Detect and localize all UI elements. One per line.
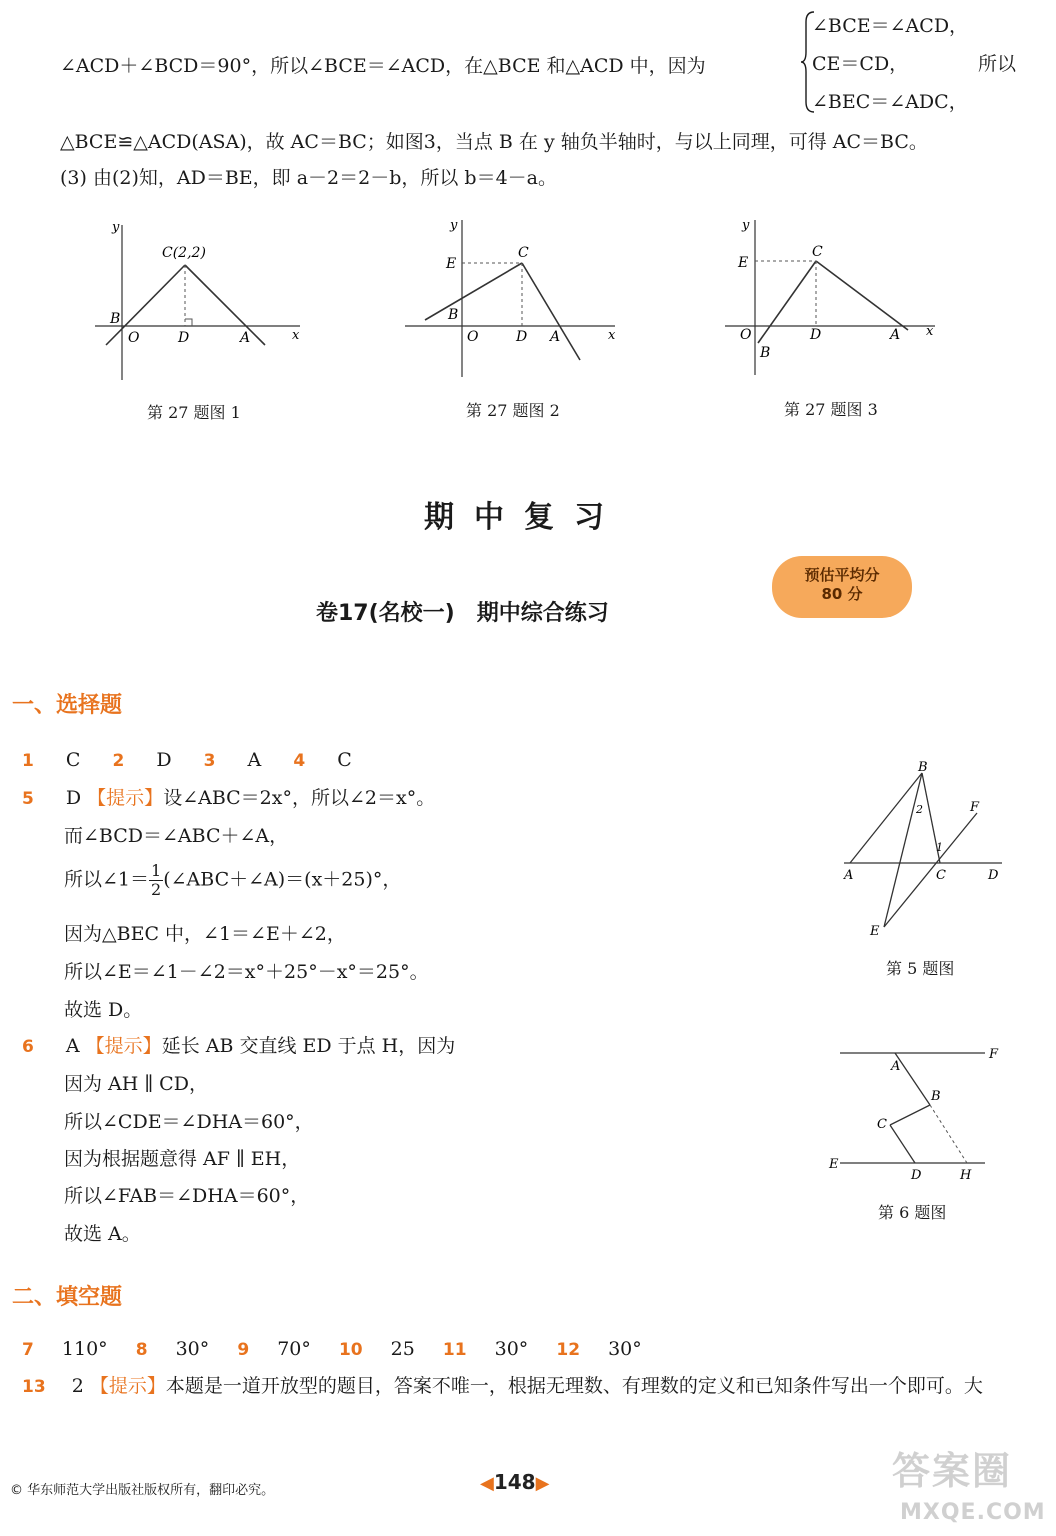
fig2-o-label: O	[467, 329, 479, 345]
fig2-x-label: x	[608, 328, 616, 343]
fig1-y-label: y	[112, 220, 120, 235]
fig3-x-label: x	[926, 324, 934, 339]
left-arrow-icon: ◀	[480, 1473, 494, 1494]
q2-ans: D	[156, 749, 172, 771]
q2-num: 2	[112, 751, 125, 771]
q4-ans: C	[337, 749, 352, 771]
page-number: 148	[493, 1470, 536, 1494]
fig2-caption: 第 27 题图 2	[466, 401, 560, 420]
fig1-x-label: x	[292, 328, 300, 343]
q5-l3-post: (∠ABC＋∠A)＝(x＋25)°，	[163, 868, 402, 891]
fig3-b-label: B	[760, 345, 771, 361]
q5-ans: D	[65, 787, 82, 809]
q5-line-2: 而∠BCD＝∠ABC＋∠A，	[64, 825, 289, 847]
fig6-a-label: A	[891, 1059, 901, 1074]
top-line-3: (3) 由(2)知，AD＝BE，即 a－2＝2－b，所以 b＝4－a。	[60, 167, 557, 189]
fig2-c-label: C	[518, 245, 529, 261]
badge-line-2: 80 分	[821, 585, 863, 603]
figure-27-1	[90, 215, 320, 390]
fig5-c-label: C	[936, 868, 946, 883]
review-title: 期中复习	[424, 500, 624, 535]
q5-line-3	[64, 862, 401, 899]
q13-ans: 2	[71, 1375, 84, 1397]
copyright: © 华东师范大学出版社版权所有，翻印必究。	[10, 1483, 275, 1498]
fig5-angle2-label: 2	[916, 803, 923, 816]
q12-num: 12	[556, 1340, 581, 1360]
q6-hint: 【提示】	[85, 1035, 162, 1057]
fig3-d-label: D	[810, 327, 822, 343]
fig3-caption: 第 27 题图 3	[784, 400, 878, 419]
fig3-e-label: E	[738, 255, 749, 271]
figure-27-2	[400, 215, 630, 390]
q6-text-1: 延长 AB 交直线 ED 于点 H，因为	[161, 1035, 456, 1057]
fig5-d-label: D	[988, 868, 999, 883]
fig1-b-label: B	[110, 311, 121, 327]
q8-num: 8	[135, 1340, 148, 1360]
q3-num: 3	[203, 751, 216, 771]
q6-line-6: 故选 A。	[64, 1223, 141, 1245]
q13-text: 本题是一道开放型的题目，答案不唯一，根据无理数、有理数的定义和已知条件写出一个即可。大	[165, 1375, 983, 1397]
q7-num: 7	[22, 1340, 34, 1360]
answers-row	[22, 748, 352, 773]
top-line-1: ∠ACD＋∠BCD＝90°，所以∠BCE＝∠ACD，在△BCE 和△ACD 中，因为	[60, 55, 706, 77]
q5-line-5: 所以∠E＝∠1－∠2＝x°＋25°－x°＝25°。	[64, 961, 429, 983]
q1-ans: C	[65, 749, 81, 771]
right-arrow-icon: ▶	[535, 1473, 550, 1494]
page-number-block	[480, 1470, 549, 1494]
q10-num: 10	[338, 1340, 363, 1360]
q5-l3-pre: 所以∠1＝	[64, 868, 150, 891]
q5-num: 5	[22, 789, 34, 809]
q3-ans: A	[247, 749, 262, 771]
q6-num: 6	[22, 1037, 34, 1057]
fig6-h-label: H	[960, 1168, 972, 1183]
q5-line-1	[22, 786, 435, 811]
watermark-logo: 答案圈	[892, 1449, 1013, 1493]
fig2-d-label: D	[516, 329, 528, 345]
q10-ans: 25	[390, 1338, 415, 1360]
section-2-title: 二、填空题	[12, 1285, 123, 1310]
fraction-denominator: 2	[151, 880, 162, 899]
q6-ans: A	[65, 1035, 80, 1057]
system-line-2: CE＝CD，	[812, 53, 909, 75]
fig3-y-label: y	[742, 218, 750, 233]
fig6-f-label: F	[989, 1047, 999, 1062]
fig3-o-label: O	[740, 327, 752, 343]
fraction-numerator: 1	[151, 861, 162, 880]
q13-line	[22, 1374, 983, 1399]
fig5-f-label: F	[970, 800, 980, 815]
fig5-a-label: A	[844, 868, 854, 883]
q7-ans: 110°	[61, 1338, 108, 1360]
fig6-e-label: E	[829, 1157, 839, 1172]
fig2-a-label: A	[550, 329, 561, 345]
q6-line-2: 因为 AH ∥ CD，	[64, 1073, 208, 1095]
q6-line-1	[22, 1034, 455, 1059]
top-line-1-tail: 所以	[978, 53, 1017, 75]
average-score-badge	[772, 556, 912, 618]
badge-line-1: 预估平均分	[804, 566, 880, 584]
fig3-a-label: A	[890, 327, 901, 343]
fig2-b-label: B	[448, 307, 459, 323]
q9-num: 9	[237, 1340, 250, 1360]
section-1-title: 一、选择题	[12, 693, 123, 718]
q13-hint: 【提示】	[89, 1375, 166, 1397]
top-line-2: △BCE≌△ACD(ASA)，故 AC＝BC；如图3，当点 B 在 y 轴负半轴时，与以上同理，可得 AC＝BC。	[60, 131, 928, 153]
q9-ans: 70°	[277, 1338, 311, 1360]
q12-ans: 30°	[608, 1338, 642, 1360]
fig2-e-label: E	[446, 256, 457, 272]
fig1-d-label: D	[178, 330, 190, 346]
q6-line-4: 因为根据题意得 AF ∥ EH，	[64, 1148, 301, 1170]
system-line-1: ∠BCE＝∠ACD，	[812, 15, 969, 37]
fig1-c-label: C(2,2)	[162, 245, 206, 261]
fig5-angle1-label: 1	[936, 841, 943, 854]
fig6-c-label: C	[877, 1117, 887, 1132]
paper-title: 卷17(名校一) 期中综合练习	[316, 601, 609, 626]
fill-answers-row	[22, 1337, 642, 1362]
fig5-b-label: B	[918, 760, 928, 775]
q1-num: 1	[22, 751, 34, 771]
q6-line-5: 所以∠FAB＝∠DHA＝60°，	[64, 1185, 310, 1207]
q5-hint: 【提示】	[87, 787, 164, 809]
q13-num: 13	[22, 1377, 46, 1397]
q6-line-3: 所以∠CDE＝∠DHA＝60°，	[64, 1111, 314, 1133]
q4-num: 4	[293, 751, 306, 771]
q8-ans: 30°	[175, 1338, 210, 1360]
q5-text-1: 设∠ABC＝2x°，所以∠2＝x°。	[163, 787, 436, 809]
q5-line-4: 因为△BEC 中，∠1＝∠E＋∠2，	[64, 923, 346, 945]
system-line-3: ∠BEC＝∠ADC，	[812, 91, 968, 113]
fig6-b-label: B	[931, 1089, 941, 1104]
q11-num: 11	[442, 1340, 467, 1360]
fig3-c-label: C	[812, 244, 823, 260]
fig5-caption: 第 5 题图	[886, 959, 955, 978]
figure-5	[832, 755, 1012, 940]
fig6-caption: 第 6 题图	[878, 1203, 947, 1222]
fig2-y-label: y	[450, 218, 458, 233]
q5-line-6: 故选 D。	[64, 999, 143, 1021]
q11-ans: 30°	[494, 1338, 529, 1360]
fig1-o-label: O	[128, 330, 140, 346]
watermark-url: MXQE.COM	[900, 1500, 1046, 1525]
figure-27-3	[720, 215, 950, 390]
fig1-caption: 第 27 题图 1	[147, 403, 241, 422]
figure-6	[825, 1040, 1010, 1185]
fig5-e-label: E	[870, 924, 880, 939]
fig1-a-label: A	[240, 330, 251, 346]
fig6-d-label: D	[911, 1168, 922, 1183]
q5-fraction	[149, 862, 163, 899]
